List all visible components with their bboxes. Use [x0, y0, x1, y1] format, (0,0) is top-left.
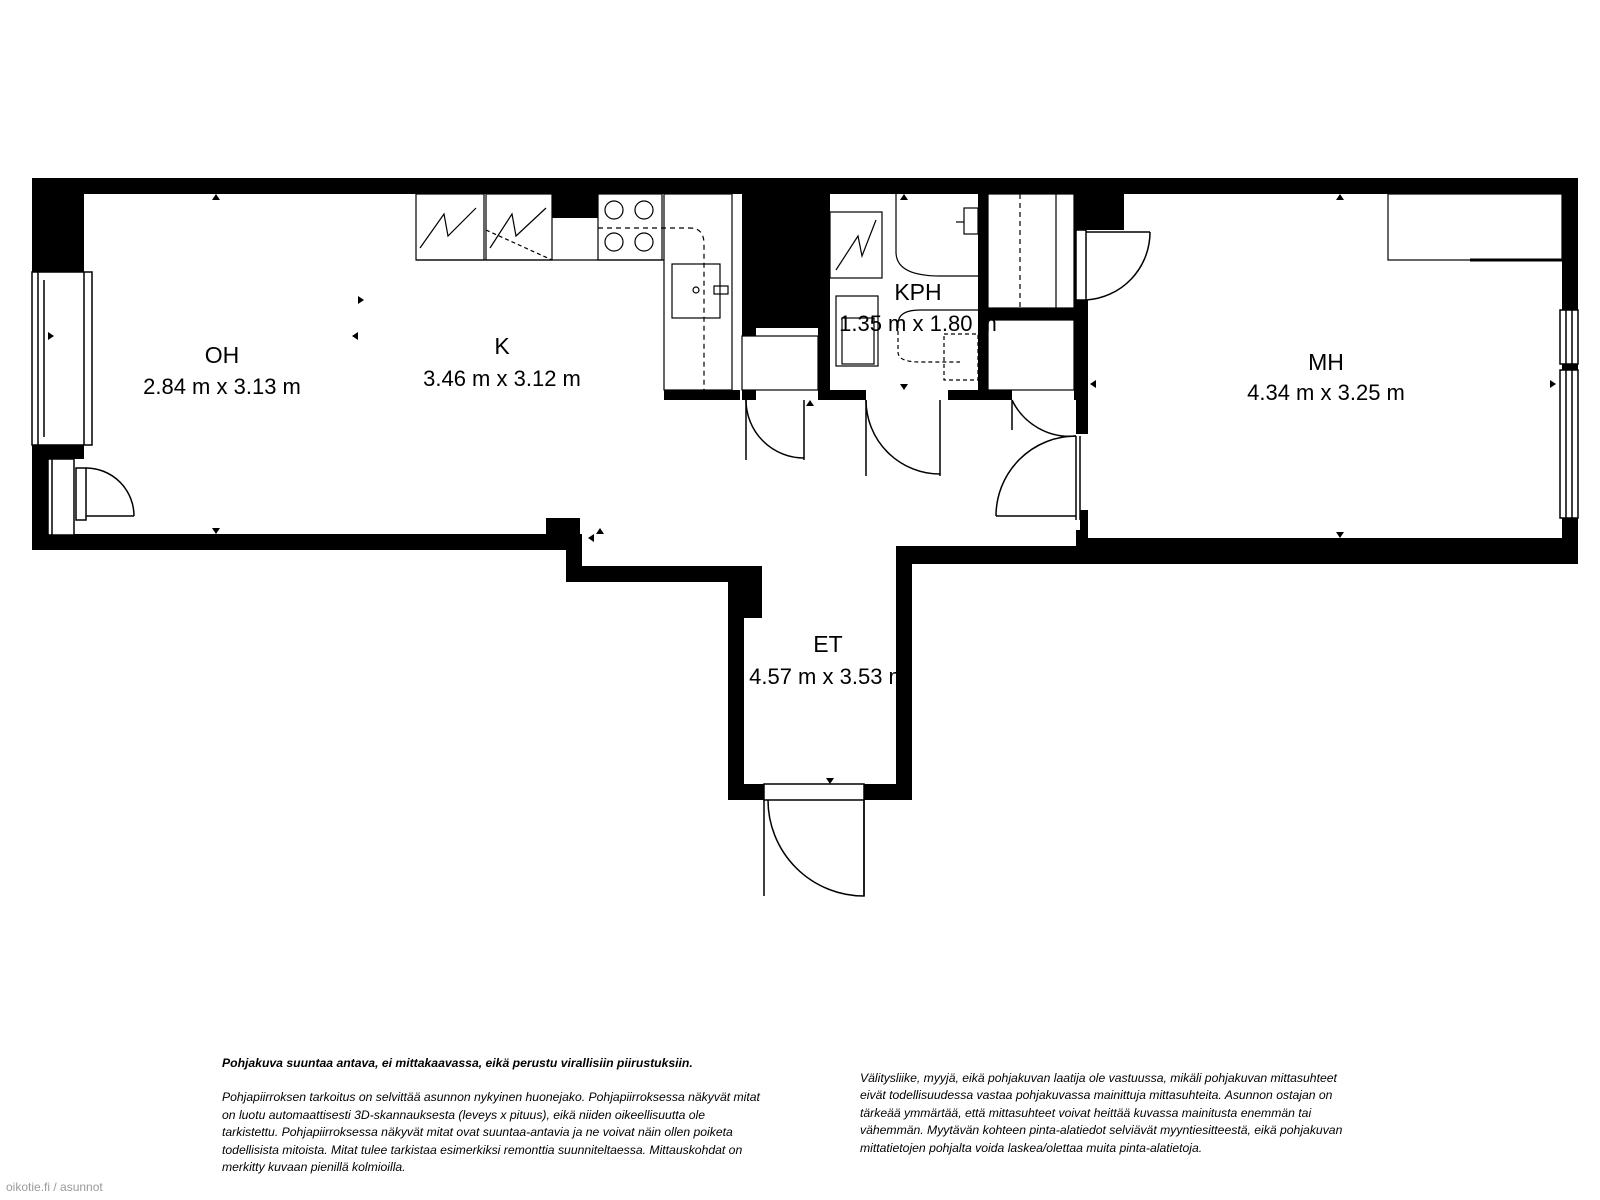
disclaimer-heading: Pohjakuva suuntaa antava, ei mittakaavassa, eikä perustu virallisiin piirustuksiin.	[222, 1056, 693, 1070]
room-k-dims: 3.46 m x 3.12 m	[423, 366, 581, 391]
room-et-name: ET	[813, 631, 843, 657]
room-oh-name: OH	[204, 342, 240, 368]
room-mh-dims: 4.34 m x 3.25 m	[1247, 380, 1405, 405]
disclaimer-right	[860, 1070, 1360, 1157]
room-et-dims: 4.57 m x 3.53 m	[749, 664, 907, 689]
room-kph-dims: 1.35 m x 1.80 m	[839, 311, 997, 336]
room-mh-name: MH	[1308, 349, 1344, 375]
watermark: oikotie.fi / asunnot	[6, 1180, 103, 1194]
room-k-name: K	[494, 333, 510, 359]
disclaimer-left-text: Pohjapiirroksen tarkoitus on selvittää asunnon nykyinen huonejako. Pohjapiirroksessa näkyvät mitat on luotu automaattisesti 3D-skannauksesta (leveys x pituus), eikä niiden oikeellisuutta ole tarkistettu. Pohjapiirroksessa näkyvät mitat ovat suuntaa-antavia ja ne voivat näin ollen poiketa todellisista mitoista. Mitat tulee tarkistaa esimerkiksi remonttia suunniteltaessa. Mittauskohdat on merkitty kuvaan pienillä kolmioilla.	[222, 1090, 760, 1175]
disclaimer-left	[222, 1055, 762, 1176]
closets	[988, 194, 1562, 390]
room-oh-dims: 2.84 m x 3.13 m	[143, 374, 301, 399]
walls	[32, 178, 1578, 800]
room-kph-name: KPH	[894, 279, 942, 305]
disclaimer-right-text: Välitysliike, myyjä, eikä pohjakuvan laatija ole vastuussa, mikäli pohjakuvan mittasuhteet eivät todellisuudessa vastaa pohjakuvassa mainittuja mittasuhteita. Asunnon ostajan on tärkeää ymmärtää, että mittasuhteet voivat heittää kuvassa mainitusta enemmän tai vähemmän. Myytävän kohteen pinta-alatiedot selviävät myyntiesitteestä, eikä pohjakuvan mittatietojen pohjalta voida laskea/olettaa muita pinta-alatietoja.	[860, 1071, 1343, 1155]
